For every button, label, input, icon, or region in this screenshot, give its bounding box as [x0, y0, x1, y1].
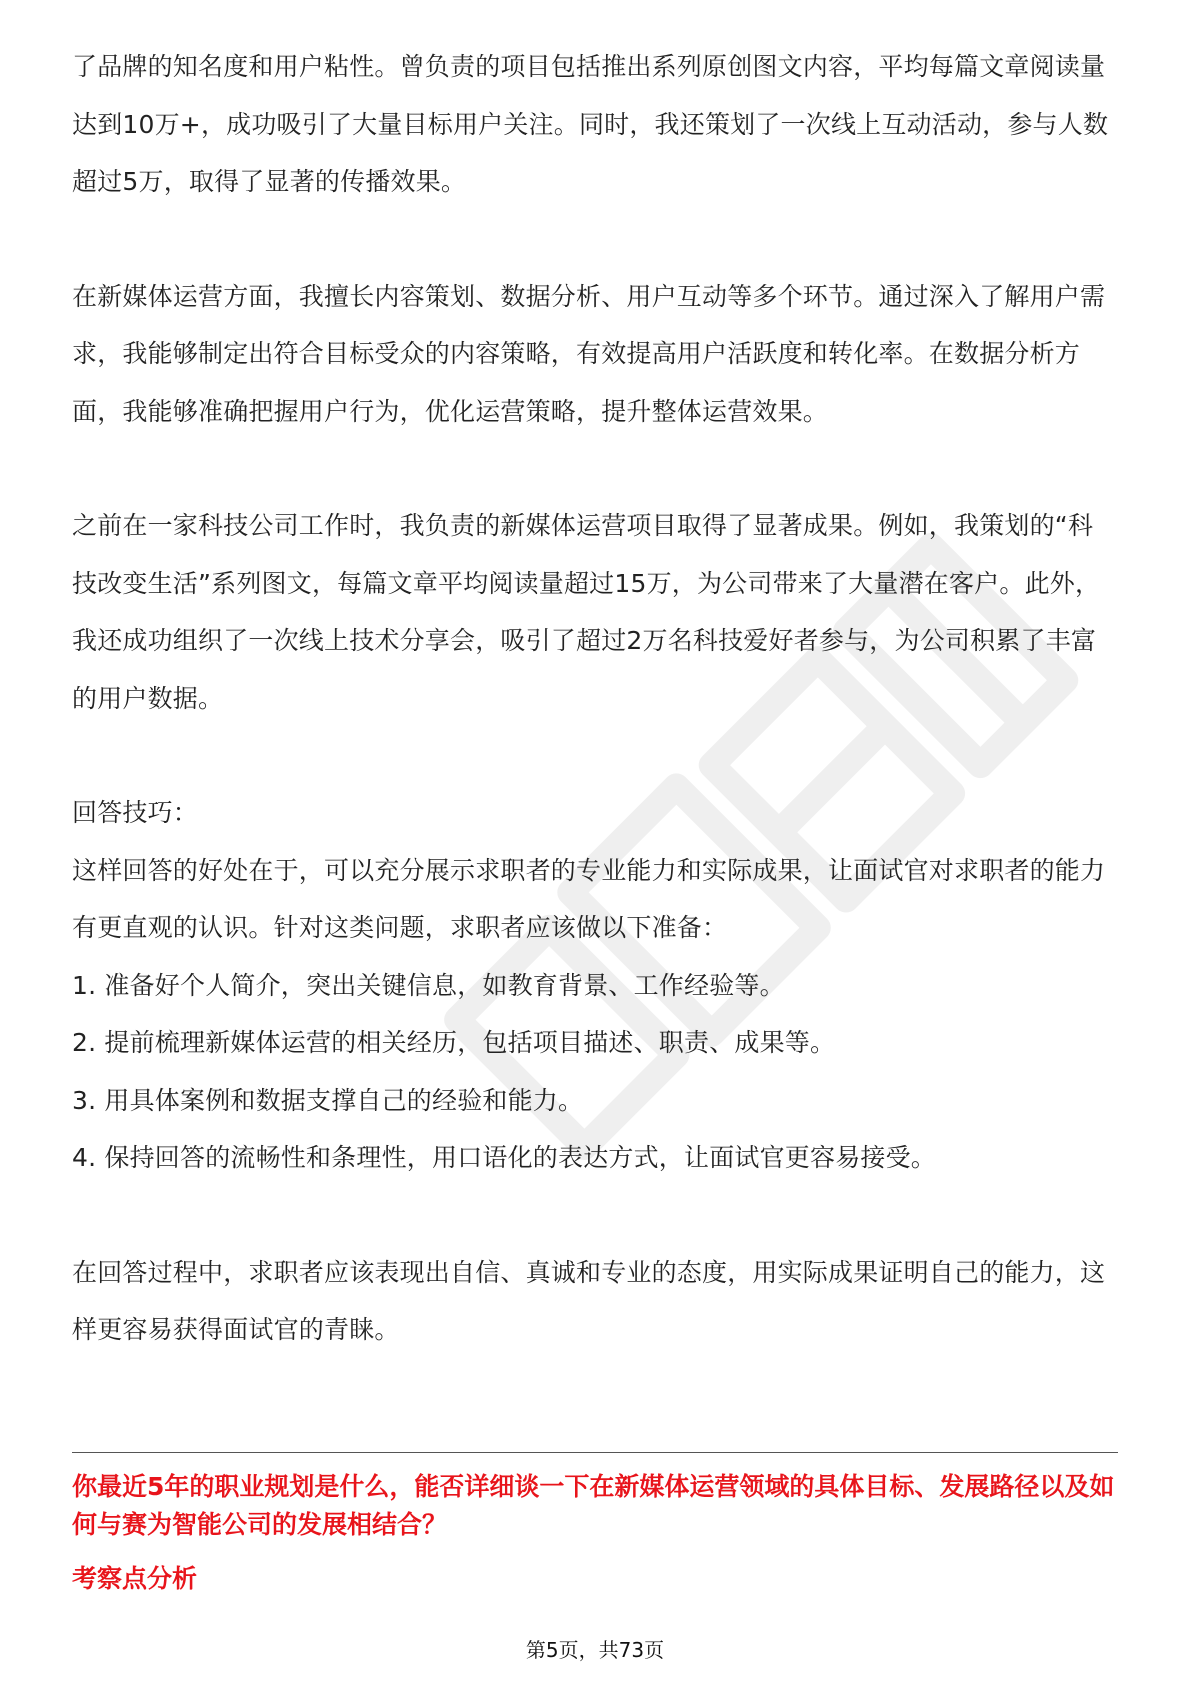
tips-item-1: 1. 准备好个人简介，突出关键信息，如教育背景、工作经验等。 — [72, 970, 785, 1000]
paragraph-brand-results: 了品牌的知名度和用户粘性。曾负责的项目包括推出系列原创图文内容，平均每篇文章阅读量达到10万+，成功吸引了大量目标用户关注。同时，我还策划了一次线上互动活动，参与人数超过5万，取得了显著的传播效果。 — [72, 52, 1109, 196]
paragraph-operation-skills: 在新媒体运营方面，我擅长内容策划、数据分析、用户互动等多个环节。通过深入了解用户需求，我能够制定出符合目标受众的内容策略，有效提高用户活跃度和转化率。在数据分析方面，我能够准确把握用户行为，优化运营策略，提升整体运营效果。 — [72, 281, 1106, 426]
paragraph-previous-job: 之前在一家科技公司工作时，我负责的新媒体运营项目取得了显著成果。例如，我策划的“科技改变生活”系列图文，每篇文章平均阅读量超过15万，为公司带来了大量潜在客户。此外，我还成功组织了一次线上技术分享会，吸引了超过2万名科技爱好者参与，为公司积累了丰富的用户数据。 — [72, 511, 1101, 713]
tips-item-2: 2. 提前梳理新媒体运营的相关经历，包括项目描述、职责、成果等。 — [72, 1028, 836, 1057]
tips-intro: 这样回答的好处在于，可以充分展示求职者的专业能力和实际成果，让面试官对求职者的能力有更直观的认识。针对这类问题，求职者应该做以下准备： — [72, 855, 1106, 942]
tips-closing: 在回答过程中，求职者应该表现出自信、真诚和专业的态度，用实际成果证明自己的能力，这样更容易获得面试官的青睐。 — [72, 1257, 1106, 1344]
tips-heading: 回答技巧： — [72, 798, 199, 827]
tips-item-4: 4. 保持回答的流畅性和条理性，用口语化的表达方式，让面试官更容易接受。 — [72, 1143, 937, 1172]
analysis-heading: 考察点分析 — [72, 1564, 198, 1593]
section-divider — [72, 1452, 1118, 1453]
question-heading: 你最近5年的职业规划是什么，能否详细谈一下在新媒体运营领域的具体目标、发展路径以及如何与赛为智能公司的发展相结合？ — [72, 1472, 1115, 1539]
document-body — [72, 38, 1118, 1359]
tips-item-3: 3. 用具体案例和数据支撑自己的经验和能力。 — [72, 1085, 584, 1115]
page-number: 第5页，共73页 — [525, 1638, 665, 1662]
